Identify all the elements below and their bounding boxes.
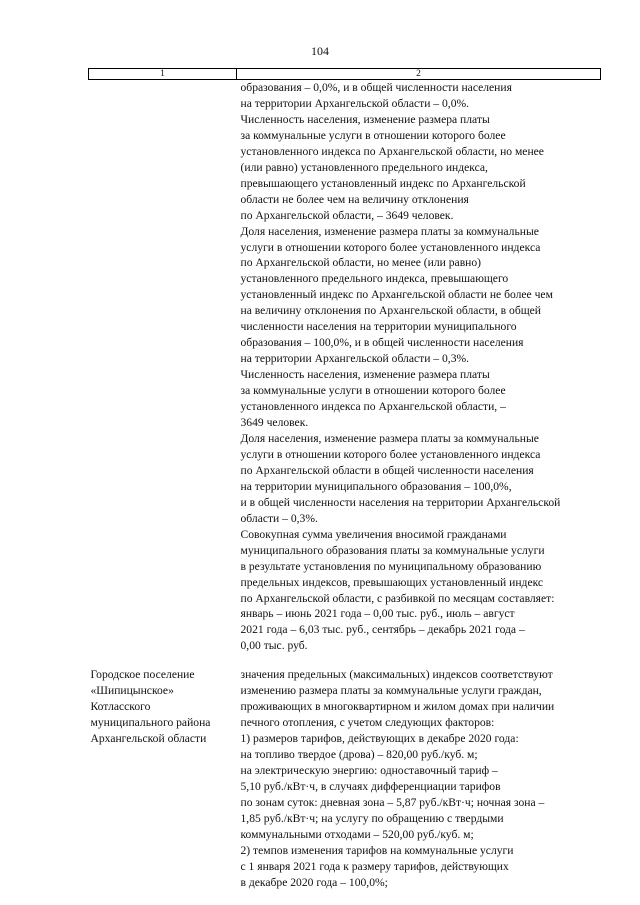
text-line: (или равно) установленного предельного индекса, (240, 160, 488, 174)
text-line: и в общей численности населения на территории Архангельской (240, 495, 561, 509)
text-line: за коммунальные услуги в отношении которого более (240, 128, 506, 142)
text-line: с 1 января 2021 года к размеру тарифов, действующих (240, 859, 509, 873)
municipality-name-line: «Шипицынское» (90, 684, 174, 698)
text-line: Доля населения, изменение размера платы за коммунальные (240, 431, 539, 445)
text-line: области не более чем на величину отклонения (240, 192, 469, 206)
text-line: в декабре 2020 года – 100,0%; (240, 875, 388, 889)
text-line: изменению размера платы за коммунальные услуги граждан, (240, 684, 542, 698)
text-line: Численность населения, изменение размера платы (240, 112, 490, 126)
row-1-description-text (237, 80, 601, 654)
row-2-description-cell (237, 667, 601, 890)
text-line: образования – 0,0%, и в общей численности населения (240, 81, 512, 94)
text-line: установленного предельного индекса, превышающего (240, 272, 509, 286)
document-table (88, 68, 601, 891)
text-line: по Архангельской области, но менее (или равно) (240, 256, 482, 270)
text-line: услуги в отношении которого более установленного индекса (240, 240, 541, 254)
text-line: проживающих в многоквартирном и жилом домах при наличии (240, 700, 555, 714)
column-header-2: 2 (237, 69, 601, 80)
text-line: установленный индекс по Архангельской области не более чем (240, 288, 553, 302)
text-line: по Архангельской области в общей численности населения (240, 463, 534, 477)
text-line: 1) размеров тарифов, действующих в декабре 2020 года: (240, 732, 519, 746)
text-line: январь – июнь 2021 года – 0,00 тыс. руб., июль – август (240, 607, 515, 621)
text-line: превышающего установленный индекс по Архангельской (240, 176, 526, 190)
table-row-continuation (89, 80, 601, 655)
municipality-name-line: муниципального района (90, 716, 211, 730)
text-line: 2021 года – 6,03 тыс. руб., сентябрь – декабрь 2021 года – (240, 623, 525, 637)
row-spacer (89, 654, 601, 667)
text-line: на электрическую энергию: одноставочный тариф – (240, 764, 498, 778)
text-line: за коммунальные услуги в отношении которого более (240, 384, 506, 398)
text-line: услуги в отношении которого более установленного индекса (240, 447, 541, 461)
text-line: Совокупная сумма увеличения вносимой гражданами (240, 527, 507, 541)
row-1-municipality-cell (89, 80, 237, 655)
text-line: значения предельных (максимальных) индексов соответствуют (240, 668, 553, 682)
municipality-name-line: Архангельской области (90, 732, 207, 746)
row-2-municipality-text (89, 667, 237, 747)
text-line: на территории муниципального образования – 100,0%, (240, 479, 512, 493)
text-line: Численность населения, изменение размера платы (240, 368, 490, 382)
text-line: установленного индекса по Архангельской области, но менее (240, 144, 544, 158)
municipality-name-line: Котласского (90, 700, 151, 714)
text-line: по зонам суток: дневная зона – 5,87 руб./кВт·ч; ночная зона – (240, 795, 545, 809)
text-line: образования – 100,0%, и в общей численности населения (240, 336, 524, 350)
text-line: 1,85 руб./кВт·ч; на услугу по обращению с твердыми (240, 811, 504, 825)
text-line: 5,10 руб./кВт·ч, в случаях дифференциации тарифов (240, 779, 501, 793)
row-1-description-cell (237, 80, 601, 655)
text-line: 3649 человек. (240, 416, 309, 430)
text-line: на величину отклонения по Архангельской области, в общей (240, 304, 542, 318)
text-line: области – 0,3%. (240, 511, 318, 525)
text-line: по Архангельской области, – 3649 человек. (240, 208, 454, 222)
text-line: муниципального образования платы за коммунальные услуги (240, 543, 545, 557)
text-line: по Архангельской области, с разбивкой по месяцам составляет: (240, 591, 555, 605)
text-line: на топливо твердое (дрова) – 820,00 руб./куб. м; (240, 748, 478, 762)
text-line: предельных индексов, превышающих установленный индекс (240, 575, 544, 589)
page-number: 104 (311, 44, 329, 58)
text-line: коммунальными отходами – 520,00 руб./куб. м; (240, 827, 474, 841)
text-line: в результате установления по муниципальному образованию (240, 559, 542, 573)
text-line: на территории Архангельской области – 0,3%. (240, 352, 470, 366)
row-2-municipality-cell (89, 667, 237, 890)
column-header-1: 1 (89, 69, 237, 80)
table-header-row (89, 69, 601, 80)
table-row-shipitsynskoe (89, 667, 601, 890)
text-line: 0,00 тыс. руб. (240, 639, 308, 653)
text-line: установленного индекса по Архангельской области, – (240, 400, 506, 414)
text-line: на территории Архангельской области – 0,0%. (240, 96, 470, 110)
text-line: 2) темпов изменения тарифов на коммунальные услуги (240, 843, 514, 857)
text-line: печного отопления, с учетом следующих факторов: (240, 716, 495, 730)
row-2-description-text (237, 667, 601, 890)
text-line: численности населения на территории муниципального (240, 320, 517, 334)
municipality-name-line: Городское поселение (90, 668, 195, 682)
text-line: Доля населения, изменение размера платы за коммунальные (240, 224, 539, 238)
